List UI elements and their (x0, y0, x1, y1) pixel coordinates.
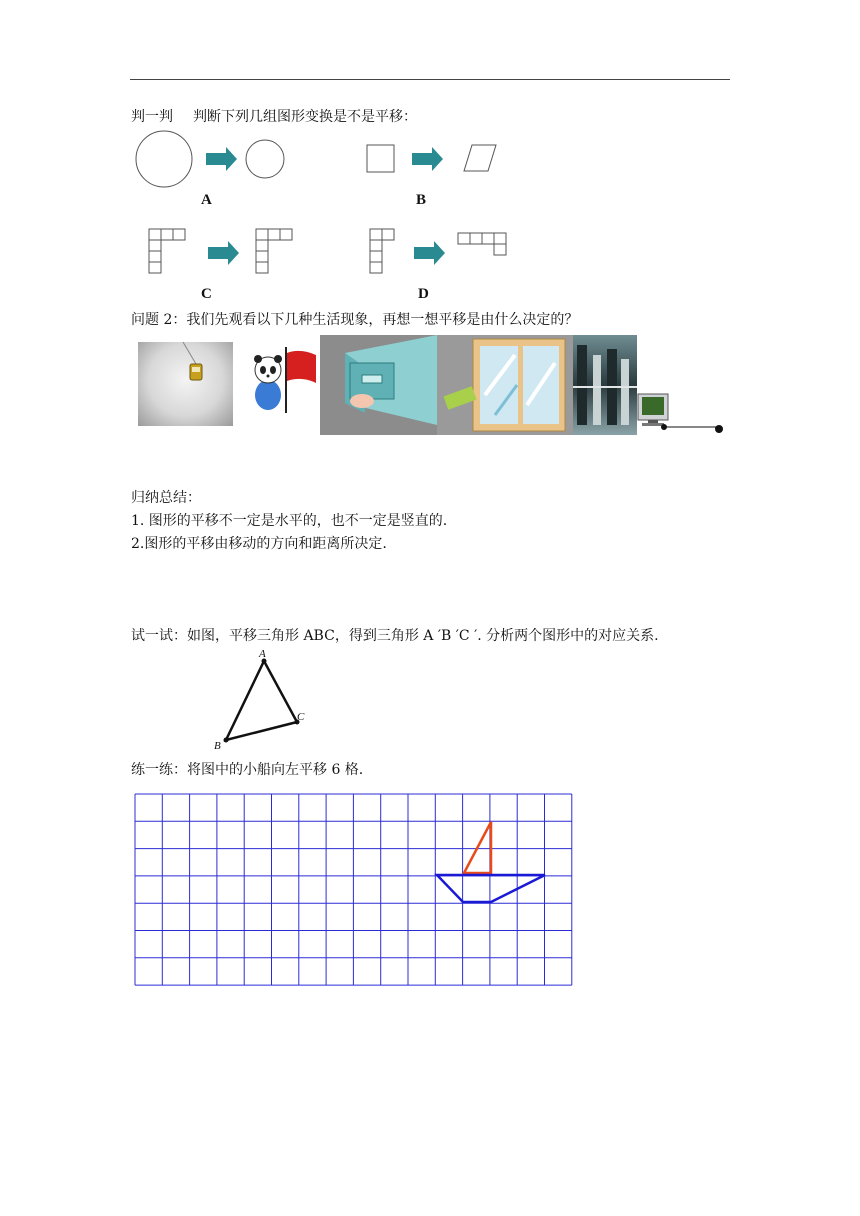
label-a: A (201, 192, 212, 208)
vertex-label-c: C (297, 711, 305, 723)
drawer-illustration (320, 335, 437, 435)
triangle-outline (226, 661, 297, 740)
monitor-icon[interactable] (636, 393, 726, 433)
parallelogram-shape (464, 145, 496, 171)
label-d: D (418, 286, 429, 302)
factory-conveyor-photo (573, 335, 637, 435)
square-shape (367, 145, 394, 172)
arrow-icon (414, 241, 445, 265)
triangle-abc (210, 645, 320, 755)
practice-text: 练一练：将图中的小船向左平移 6 格. (131, 762, 364, 778)
top-rule (130, 79, 730, 80)
arrow-icon (412, 147, 443, 171)
grid-lines (135, 794, 572, 985)
label-b: B (416, 192, 427, 208)
boat-hull (437, 875, 545, 902)
label-c: C (201, 286, 212, 302)
panda-flag-illustration (248, 345, 320, 415)
figure-group-b (365, 140, 505, 180)
summary-heading: 归纳总结： (131, 490, 201, 506)
l-shape-rotated (458, 233, 506, 255)
cable-car-photo (138, 342, 233, 426)
l-shape-right (256, 229, 292, 273)
vertex-label-a: A (259, 648, 266, 660)
try-it-text: 试一试：如图，平移三角形 ABC，得到三角形 A ′B ′C ′. 分析两个图形中的对应关系. (131, 628, 659, 644)
summary-point-2: 2.图形的平移由移动的方向和距离所决定. (131, 536, 387, 552)
figure-group-c (148, 228, 298, 278)
summary-point-1: 1. 图形的平移不一定是水平的，也不一定是竖直的. (131, 513, 448, 529)
small-circle (246, 140, 284, 178)
question-2-text: 问题 2：我们先观看以下几种生活现象，再想一想平移是由什么决定的？ (131, 312, 579, 328)
arrow-icon (206, 147, 237, 171)
figure-group-d (369, 228, 509, 278)
l-shape-vertical (370, 229, 394, 273)
sliding-window-illustration (437, 335, 573, 435)
large-circle (136, 131, 192, 187)
l-shape-left (149, 229, 185, 273)
boat-grid (134, 793, 576, 987)
boat-sail (464, 822, 491, 873)
figure-group-a (135, 130, 295, 190)
section-heading: 判一判 (131, 109, 173, 125)
instruction-text: 判断下列几组图形变换是不是平移： (193, 109, 417, 125)
vertex-label-b: B (214, 740, 221, 752)
arrow-icon (208, 241, 239, 265)
